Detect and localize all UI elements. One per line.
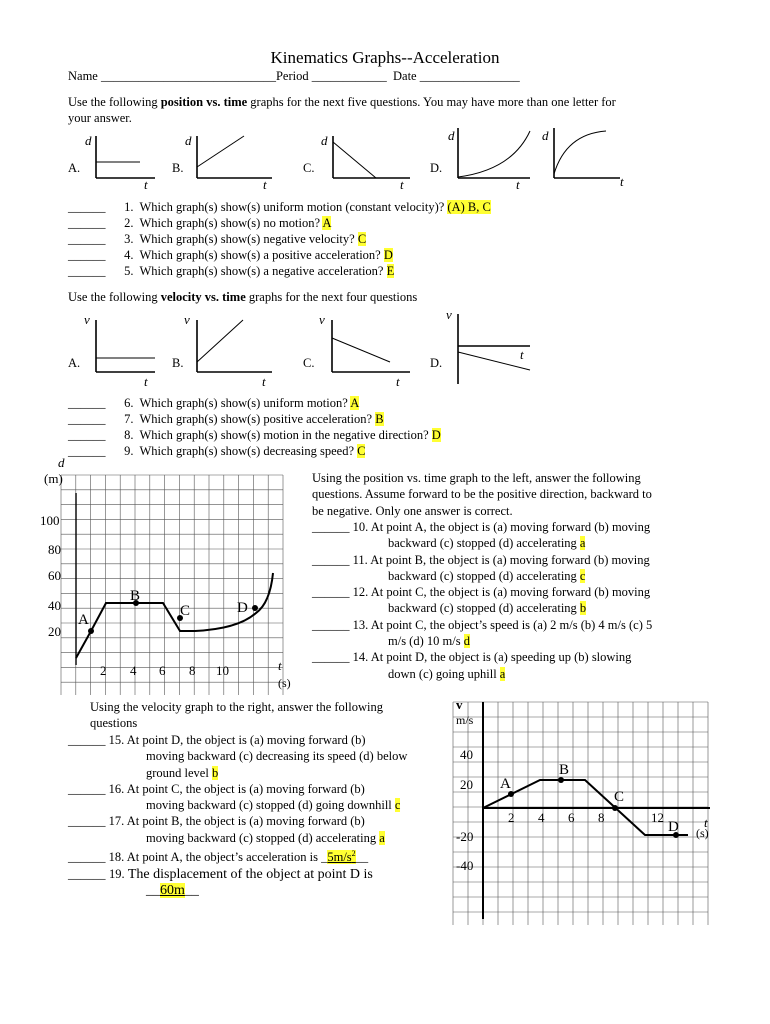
answer-highlight: A — [350, 396, 360, 410]
velocity-y-ticks — [456, 747, 473, 873]
intro-bold: velocity vs. time — [160, 290, 246, 304]
question-text: At point B, the object is (a) moving forward (b) — [126, 814, 365, 829]
question-number: 12. — [352, 585, 369, 600]
pos-graph-c — [303, 133, 410, 192]
vel-graph-b-letter: B. — [172, 356, 184, 370]
position-t-label: t — [278, 658, 282, 673]
answer-highlight: d — [463, 634, 470, 649]
question-15 — [68, 732, 407, 748]
velocity-graphs — [60, 306, 540, 390]
answer-highlight: C — [357, 232, 367, 246]
question-number: 2. — [124, 216, 134, 230]
answer-blank[interactable]: ______ — [68, 396, 106, 410]
question-number: 7. — [124, 412, 134, 426]
pos-graph-b-t: t — [263, 177, 267, 192]
answer-blank[interactable]: ______ — [68, 733, 106, 747]
answer-highlight: c — [394, 798, 401, 813]
answer-blank[interactable]: ______ — [68, 232, 106, 246]
set4-questions — [68, 732, 407, 899]
point-label: D — [668, 819, 679, 835]
pos-graph-d — [430, 128, 624, 192]
answer-highlight: 60m — [160, 882, 185, 898]
question-12 — [312, 584, 652, 600]
question-number: 9. — [124, 444, 134, 458]
question-17 — [68, 813, 407, 829]
answer-highlight — [327, 850, 355, 864]
x-tick: 6 — [568, 810, 575, 825]
question-text: The displacement of the object at point D is — [127, 866, 373, 882]
velocity-x-ticks — [508, 810, 664, 825]
question-number: 10. — [352, 520, 369, 534]
question-number: 17. — [108, 814, 125, 829]
question-text: Which graph(s) show(s) decreasing speed? — [139, 444, 358, 458]
answer-highlight: A — [322, 216, 332, 230]
position-s-label: (s) — [278, 676, 291, 690]
question-number: 13. — [352, 617, 369, 632]
pos-graph-a — [68, 133, 155, 192]
vel-graph-b-t: t — [262, 374, 266, 389]
answer-highlight: a — [579, 536, 586, 551]
question-19 — [68, 866, 407, 883]
question-number: 11. — [352, 552, 368, 567]
answer-value: 5m/s — [327, 850, 352, 865]
pos-graph-c-t: t — [400, 177, 404, 192]
answer-blank[interactable]: ______ — [68, 248, 106, 262]
question-text: At point B, the object is (a) moving forward (b) moving — [370, 552, 650, 567]
answer-blank[interactable]: ______ — [312, 617, 350, 632]
pos-graph-b-letter: B. — [172, 161, 184, 175]
question-text: Which graph(s) show(s) a positive acceleration? — [139, 248, 384, 262]
x-tick: 2 — [508, 810, 515, 825]
pos-graph-b-d: d — [185, 133, 192, 148]
intro-text: Use the following — [68, 290, 161, 304]
vel-graph-c-v: v — [319, 312, 325, 327]
point-label: A — [500, 776, 511, 792]
answer-blank[interactable]: ______ — [312, 650, 350, 665]
question-13 — [312, 617, 652, 633]
point-label: B — [559, 762, 570, 778]
answer-blank[interactable]: ______ — [312, 585, 350, 600]
vel-graph-a-t: t — [144, 374, 148, 389]
answer-highlight: b — [579, 601, 587, 616]
x-tick: 4 — [130, 663, 137, 678]
y-tick: 20 — [48, 624, 61, 639]
vel-graph-c-t: t — [396, 374, 400, 389]
question-text: At point D, the object is (a) moving forward (b) — [126, 733, 366, 747]
y-tick: -20 — [456, 829, 474, 844]
question-number: 18. — [108, 850, 125, 865]
intro-line: questions — [90, 716, 138, 731]
x-tick: 12 — [651, 810, 664, 825]
pos-graph-d-t: t — [516, 177, 520, 192]
question-text: At point C, the object’s speed is (a) 2 m/s (b) 4 m/s (c) 5 — [370, 617, 653, 632]
intro-position-line2: your answer. — [68, 111, 132, 125]
position-axis-label: d — [58, 455, 65, 470]
question-number: 5. — [124, 264, 134, 278]
velocity-grid — [453, 702, 708, 925]
y-tick: 20 — [460, 777, 473, 792]
y-tick: 40 — [460, 747, 473, 762]
vel-graph-a-letter: A. — [68, 356, 81, 370]
y-tick: 80 — [48, 542, 61, 557]
intro-text-post: graphs for the next four questions — [245, 290, 418, 304]
set4-intro — [90, 699, 383, 732]
velocity-s-label: (s) — [696, 826, 709, 840]
velocity-time-graph — [448, 697, 720, 925]
x-tick: 10 — [216, 663, 229, 678]
answer-blank[interactable]: ______ — [68, 216, 106, 230]
question-6 — [68, 396, 359, 411]
pos-graph-e-d: d — [542, 128, 549, 143]
pos-graph-a-d: d — [85, 133, 92, 148]
question-2 — [68, 216, 331, 231]
question-text: At point C, the object is (a) moving forward (b) moving — [370, 585, 651, 600]
question-text: At point A, the object’s acceleration is _ — [126, 850, 328, 865]
question-7 — [68, 412, 384, 427]
position-time-graph — [38, 455, 308, 695]
question-number: 16. — [108, 781, 125, 796]
question-16 — [68, 781, 407, 797]
question-number: 19. — [109, 866, 125, 881]
vel-graph-b — [172, 312, 272, 389]
answer-tail: __ — [184, 882, 199, 898]
y-tick: 100 — [40, 513, 60, 528]
x-tick: 8 — [189, 663, 196, 678]
position-grid — [61, 475, 283, 695]
question-text: moving backward (c) stopped (d) going downhill — [146, 798, 395, 813]
vel-graph-d-letter: D. — [430, 356, 443, 370]
question-text: Which graph(s) show(s) a negative acceleration? — [139, 264, 387, 278]
answer-blank[interactable]: ______ — [68, 781, 106, 796]
point-label: B — [130, 588, 141, 604]
vel-graph-b-v: v — [184, 312, 190, 327]
answer-blank[interactable]: ______ — [68, 814, 106, 829]
question-number: 15. — [108, 733, 125, 747]
name-line — [68, 69, 520, 84]
question-number: 14. — [352, 650, 369, 665]
answer-highlight: a — [379, 830, 385, 845]
pos-graph-d-letter: D. — [430, 161, 443, 175]
name-label: Name ____________________________ — [68, 69, 276, 83]
answer-blank[interactable]: ______ — [68, 850, 106, 865]
answer-highlight: C — [357, 444, 366, 458]
question-14 — [312, 649, 652, 665]
answer-blank[interactable]: ______ — [68, 264, 106, 278]
question-text: Which graph(s) show(s) uniform motion (constant velocity)? — [139, 200, 448, 214]
question-8 — [68, 428, 441, 443]
intro-position — [68, 95, 616, 110]
vel-graph-a-v: v — [84, 312, 90, 327]
intro-line: Using the position vs. time graph to the left, answer the following — [312, 471, 641, 485]
answer-blank[interactable]: ______ — [68, 444, 106, 458]
pos-graph-a-t: t — [144, 177, 148, 192]
question-text: ground level — [146, 765, 212, 780]
answer-highlight: E — [386, 264, 395, 278]
vel-graph-d — [430, 307, 530, 384]
question-5 — [68, 264, 394, 279]
intro-velocity — [68, 290, 417, 305]
pos-graph-e-t: t — [620, 174, 624, 189]
answer-highlight: B — [375, 412, 384, 426]
question-text: Which graph(s) show(s) no motion? — [139, 216, 323, 230]
position-graphs — [60, 128, 640, 194]
x-tick: 2 — [100, 663, 107, 678]
question-text: backward (c) stopped (d) accelerating — [388, 601, 580, 616]
question-text: At point D, the object is (a) speeding up (b) slowing — [370, 650, 632, 665]
pos-graph-c-letter: C. — [303, 161, 315, 175]
set3-questions — [312, 519, 652, 682]
point-label: A — [78, 612, 89, 628]
position-y-ticks — [40, 513, 61, 639]
y-tick: 60 — [48, 568, 61, 583]
velocity-axis-label: v — [456, 697, 463, 712]
answer-tail: __ — [355, 850, 369, 865]
intro-text-post: graphs for the next five questions. You may have more than one letter for — [247, 95, 616, 109]
question-text: Which graph(s) show(s) negative velocity? — [139, 232, 358, 246]
velocity-unit-label: m/s — [456, 713, 474, 727]
pos-graph-c-d: d — [321, 133, 328, 148]
answer-blank[interactable]: ______ — [312, 520, 350, 534]
vel-graph-d-v: v — [446, 307, 452, 322]
answer-highlight: (A) B, C — [447, 200, 491, 214]
question-text: moving backward (c) decreasing its speed (d) below — [146, 749, 408, 764]
x-tick: 4 — [538, 810, 545, 825]
question-text: backward (c) stopped (d) accelerating — [388, 536, 580, 551]
velocity-t-label: t — [704, 815, 708, 830]
intro-bold: position vs. time — [160, 95, 248, 109]
question-text: Which graph(s) show(s) motion in the negative direction? — [139, 428, 432, 442]
intro-line: Using the velocity graph to the right, answer the following — [90, 700, 383, 714]
answer-blank[interactable]: ______ — [68, 866, 106, 881]
pos-graph-d-d: d — [448, 128, 455, 143]
answer-highlight: a — [499, 666, 506, 681]
pos-graph-a-letter: A. — [68, 161, 81, 175]
x-tick: 8 — [598, 810, 605, 825]
date-label: Date ________________ — [393, 69, 520, 83]
vel-graph-c — [303, 312, 410, 389]
y-tick: -40 — [456, 858, 474, 873]
question-11 — [312, 552, 652, 568]
point-label: D — [237, 600, 248, 616]
answer-highlight: D — [383, 248, 393, 262]
answer-blank[interactable]: ______ — [68, 428, 106, 442]
question-text: At point C, the object is (a) moving forward (b) — [126, 781, 365, 796]
question-text: Which graph(s) show(s) positive acceleration? — [139, 412, 376, 426]
question-text: down (c) going uphill — [388, 666, 500, 681]
intro-text: Use the following — [68, 95, 161, 109]
answer-blank[interactable]: ______ — [68, 412, 106, 426]
answer-highlight: c — [579, 568, 586, 583]
intro-line: be negative. Only one answer is correct. — [312, 503, 513, 518]
position-unit-label: (m) — [44, 471, 63, 486]
answer-highlight: b — [211, 765, 219, 780]
question-text: Which graph(s) show(s) uniform motion? — [139, 396, 351, 410]
question-1 — [68, 200, 491, 215]
page-title: Kinematics Graphs--Acceleration — [270, 48, 500, 67]
question-3 — [68, 232, 366, 247]
question-text: backward (c) stopped (d) accelerating — [388, 568, 580, 583]
answer-exponent: 2 — [351, 849, 356, 859]
question-number: 1. — [124, 200, 134, 214]
question-text: At point A, the object is (a) moving forward (b) moving — [370, 520, 651, 534]
question-4 — [68, 248, 393, 263]
set3-intro — [312, 470, 652, 519]
answer-blank[interactable]: ______ — [68, 200, 106, 214]
answer-pre: __ — [146, 882, 160, 898]
y-tick: 40 — [48, 598, 61, 613]
question-number: 4. — [124, 248, 134, 262]
point-label: C — [180, 603, 191, 619]
question-number: 6. — [124, 396, 134, 410]
question-text: m/s (d) 10 m/s — [388, 634, 464, 649]
question-text: moving backward (c) stopped (d) accelerating — [146, 830, 380, 845]
question-number: 8. — [124, 428, 134, 442]
answer-highlight: D — [431, 428, 441, 442]
question-18 — [68, 846, 407, 865]
vel-graph-d-t: t — [520, 347, 524, 362]
intro-line: questions. Assume forward to be the positive direction, backward to — [312, 487, 652, 502]
point-label: C — [614, 789, 625, 805]
vel-graph-c-letter: C. — [303, 356, 315, 370]
question-number: 3. — [124, 232, 134, 246]
x-tick: 6 — [159, 663, 166, 678]
answer-blank[interactable]: ______ — [312, 552, 350, 567]
position-x-ticks — [100, 663, 229, 678]
question-10 — [312, 519, 652, 535]
pos-graph-b — [172, 133, 272, 192]
vel-graph-a — [68, 312, 155, 389]
period-label: Period ____________ — [275, 69, 387, 83]
